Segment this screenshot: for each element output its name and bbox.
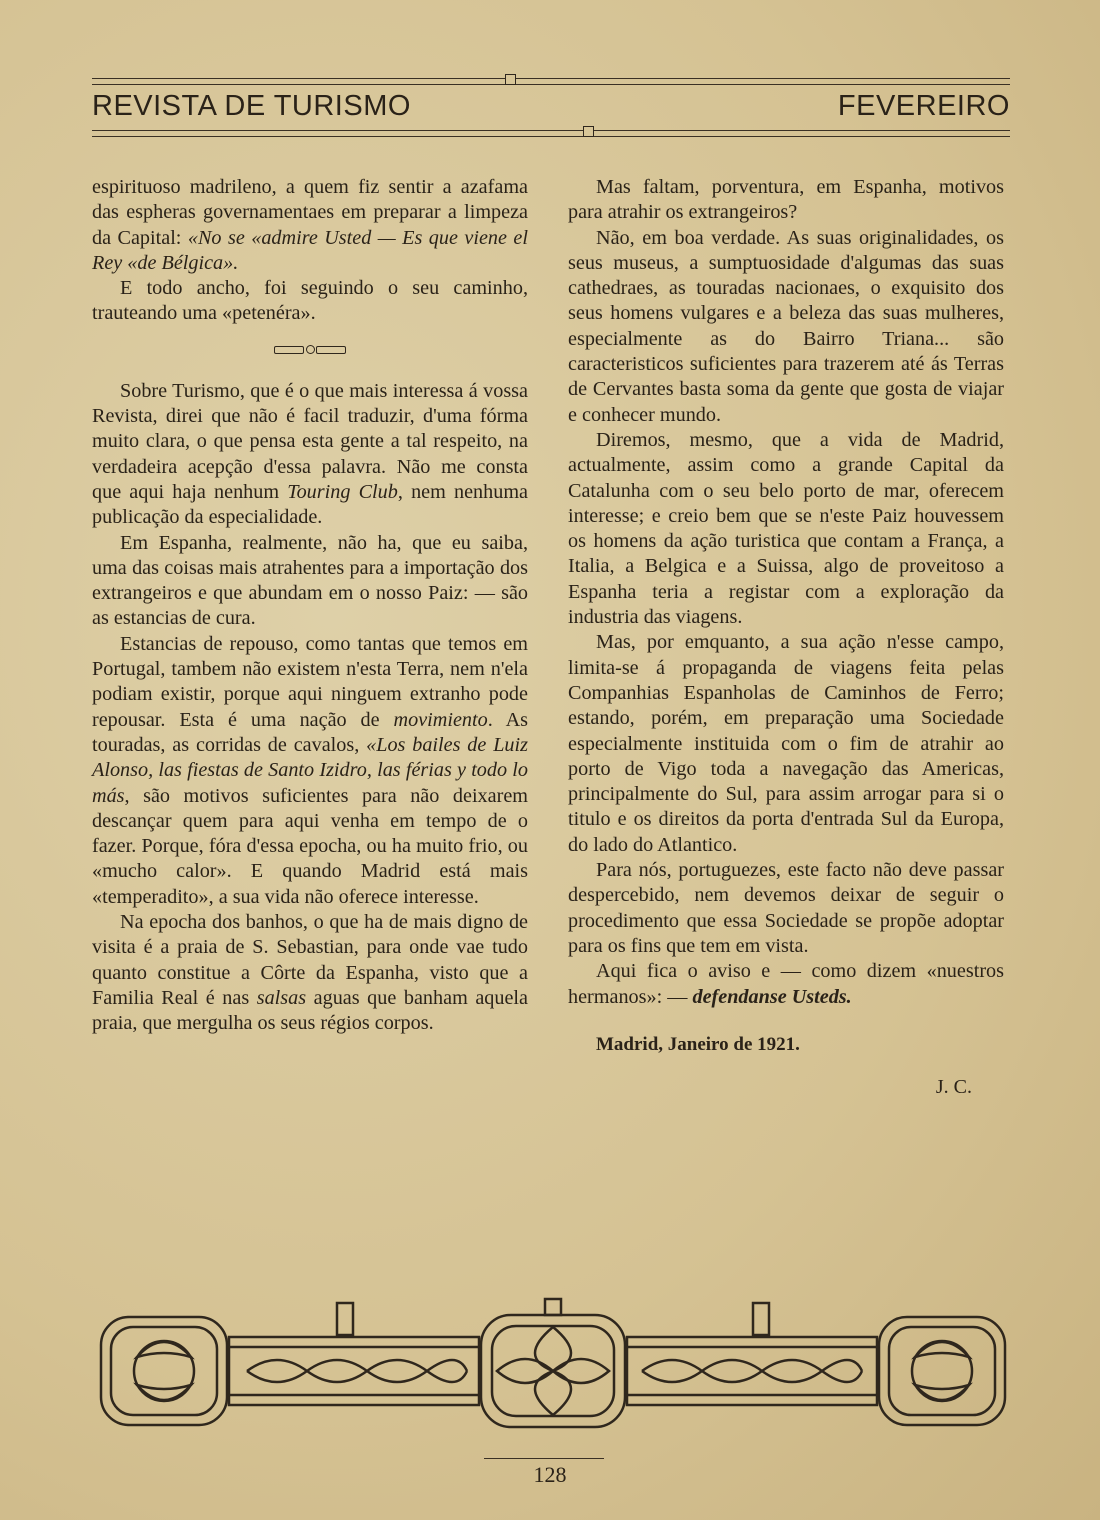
text-run: , nem nenhuma publicação da especialidade. [92, 480, 528, 529]
paragraph: Mas, por emquanto, a sua ação n'esse campo, limita-se á propaganda de viagens feita pelas Companhias Espanholas de Caminhos de Ferro; estando, porém, em preparação uma Sociedade especialmente instituida com o fim de atrahir ao porto de Vigo toda a navegação das Americas, principalmente do Sul, para assim arrogar para si o titulo e os direitos da porta d'entrada Sul da Europa, do lado do Atlantico. [568, 631, 1004, 856]
header-top-rule [92, 78, 1010, 85]
decorative-frieze [97, 1297, 1009, 1447]
italic-term: movimiento [393, 708, 488, 731]
paragraph: Não, em boa verdade. As suas originalidades, os seus museus, a sumptuosidade d'algumas das suas cathedraes, as touradas nacionaes, o exquisito dos seus homens vulgares e a beleza das suas mulheres, especialmente as do Bairro Triana... são caracteristicos suficientes para trazerem até ás Terras de Cervantes basta soma da gente que gosta de viajar e conhecer mundo. [568, 226, 1004, 426]
page-header [92, 72, 1010, 147]
text-run: espirituoso madrileno, a quem fiz sentir a azafama das espheras governamentaes em preparar a limpeza da Capital: [92, 176, 528, 249]
right-column [568, 175, 1004, 1100]
running-title: REVISTA DE TURISMO [92, 90, 411, 122]
paragraph [92, 632, 528, 910]
author-initials: J. C. [935, 1076, 972, 1099]
header-rule-ornament [505, 74, 516, 85]
paragraph: Mas faltam, porventura, em Espanha, motivos para atrahir os extrangeiros? [568, 176, 1004, 224]
paragraph [92, 910, 528, 1036]
italic-quote: «No se «admire Usted — Es que viene el Rey «de Bélgica». [92, 226, 529, 274]
paragraph: E todo ancho, foi seguindo o seu caminho, trauteando uma «petenéra». [92, 277, 528, 325]
text-run: Estancias de repouso, como tantas que temos em Portugal, tambem não existem n'esta Terra, nem n'ela podiam existir, porque aqui ninguem extranho pode repousar. Esta é uma nação de [92, 632, 528, 731]
text-run: Aqui fica o aviso e — como dizem «nuestros hermanos»: — [568, 960, 1004, 1008]
section-divider-ornament [92, 327, 528, 379]
dateline: Madrid, Janeiro de 1921. [596, 1033, 800, 1055]
frieze-left-roundel [101, 1317, 227, 1425]
paragraph: Para nós, portuguezes, este facto não deve passar despercebido, nem devemos deixar de seguir o procedimento que essa Sociedade se propõe adoptar para os fins que tem em vista. [568, 859, 1004, 957]
italic-term: Touring Club [287, 480, 398, 503]
frieze-right-roundel [879, 1317, 1005, 1425]
paragraph [568, 959, 1004, 1010]
paragraph [92, 379, 528, 531]
running-month: FEVEREIRO [837, 90, 1010, 122]
page-number-rule [484, 1458, 604, 1459]
page-number: 128 [533, 1462, 567, 1487]
text-run: , são motivos suficientes para não deixarem descançar quem para aqui venha em tempo de o fazer. Porque, fóra d'essa epocha, ou ha muito frio, ou «mucho calor». E quando Madrid está mais «temperadito», a sua vida não oferece interesse. [92, 784, 528, 908]
italic-quote: defendanse Usteds. [692, 985, 852, 1008]
text-run: aguas que banham aquela praia, que mergulha os seus régios corpos. [92, 986, 528, 1035]
paragraph: Em Espanha, realmente, não ha, que eu saiba, uma das coisas mais atrahentes para a importação dos extrangeiros e que abundam em o nosso Paiz: — são as estancias de cura. [92, 531, 528, 630]
text-run: Sobre Turismo, que é o que mais interessa á vossa Revista, direi que não é facil traduzir, d'uma fórma muito clara, o que pensa esta gente a tal respeito, na verdadeira acepção d'essa palavra. Não me consta que aqui haja nenhum [92, 379, 528, 503]
text-run: Na epocha dos banhos, o que ha de mais digno de visita é a praia de S. Sebastian, para onde vae tudo quanto constitue a Côrte da Espanha, visto que a Familia Real é nas [92, 911, 528, 1009]
text-run: . As touradas, as corridas de cavalos, [92, 708, 529, 756]
header-rule-ornament [583, 126, 594, 137]
italic-quote: «Los bailes de Luiz Alonso, las fiestas de Santo Izidro, las férias y todo lo más [92, 733, 528, 807]
header-bottom-rule [92, 130, 1010, 137]
italic-term: salsas [256, 986, 307, 1009]
paragraph: Diremos, mesmo, que a vida de Madrid, actualmente, assim como a grande Capital da Catalunha com o seu belo porto de mar, oferecem interesse; e creio bem que se n'este Paiz houvessem os homens da ação turistica que contam a França, a Italia, a Belgica e a Suissa, algo de proveitoso a Espanha teria a registar com a exploração da industria das viagens. [568, 428, 1004, 629]
paragraph [92, 175, 528, 276]
left-column [92, 175, 528, 1037]
